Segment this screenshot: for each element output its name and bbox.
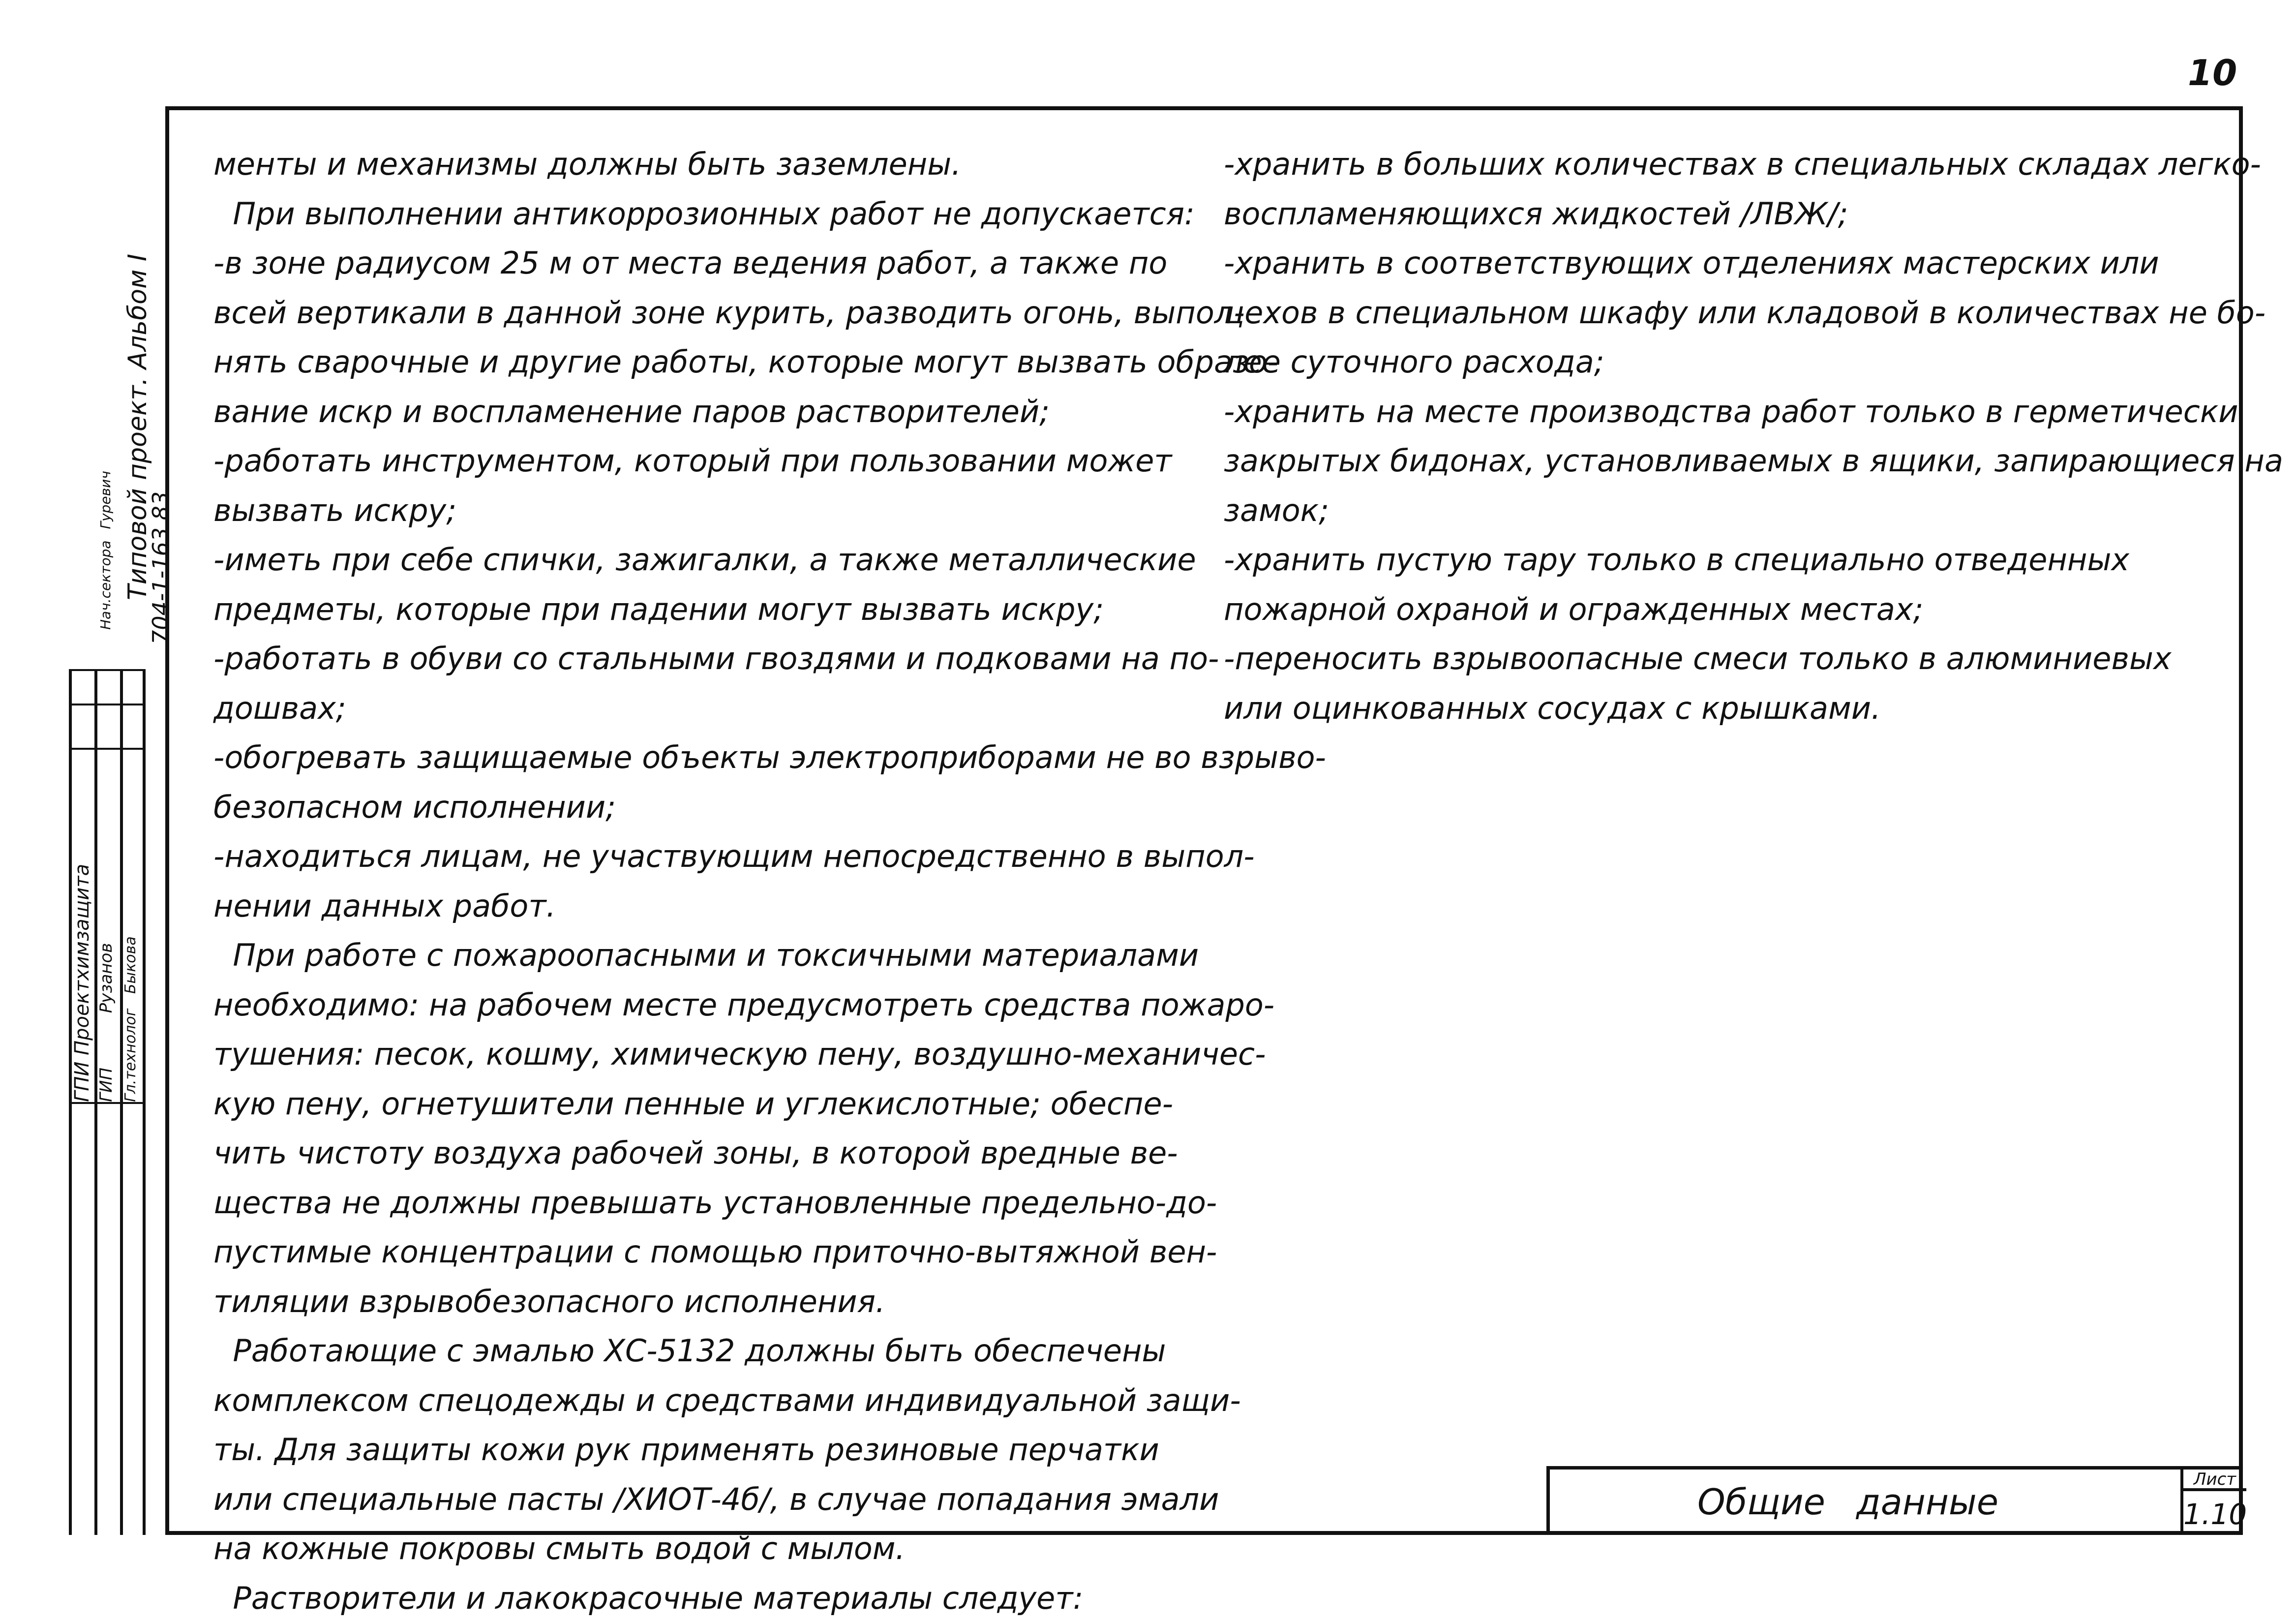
text-line: -хранить в соответствующих отделениях мастерских или	[1224, 239, 2217, 288]
sheet-box	[2180, 1470, 2246, 1535]
text-line: менты и механизмы должны быть заземлены.	[213, 140, 1187, 189]
text-line: вызвать искру;	[213, 486, 1187, 536]
text-line: Работающие с эмалью ХС-5132 должны быть обеспечены	[213, 1326, 1187, 1376]
text-line: -хранить в больших количествах в специальных складах легко-	[1224, 140, 2217, 189]
text-line: комплексом спецодежды и средствами индивидуальной защи-	[213, 1376, 1187, 1426]
stamp-role: ГИП	[96, 1068, 116, 1102]
text-line: всей вертикали в данной зоне курить, разводить огонь, выпол-	[213, 288, 1187, 338]
text-line: предметы, которые при падении могут вызвать искру;	[213, 585, 1187, 635]
stamp-name: Рузанов	[96, 943, 116, 1013]
text-line: -работать в обуви со стальными гвоздями и подковами на по-	[213, 634, 1187, 684]
stamp-row-3	[97, 471, 114, 630]
text-line: вание искр и воспламенение паров растворителей;	[213, 387, 1187, 437]
stamp-border	[69, 704, 143, 705]
text-column-left	[213, 140, 1187, 1623]
stamp-name: Быкова	[122, 936, 139, 994]
stamp-border	[69, 669, 143, 671]
sheet-label: Лист	[2183, 1470, 2246, 1491]
stamp-row-2	[122, 936, 139, 1102]
project-code: 704-1-163.83	[148, 491, 174, 644]
text-line: цехов в специальном шкафу или кладовой в количествах не бо-	[1224, 288, 2217, 338]
text-line: нении данных работ.	[213, 882, 1187, 931]
text-line: -иметь при себе спички, зажигалки, а также металлические	[213, 535, 1187, 585]
text-line: -в зоне радиусом 25 м от места ведения работ, а также по	[213, 239, 1187, 288]
text-line: -хранить на месте производства работ только в герметически	[1224, 387, 2217, 437]
text-column-right	[1224, 140, 2217, 733]
text-line: нять сварочные и другие работы, которые могут вызвать образо-	[213, 337, 1187, 387]
stamp-role: Гл.технолог	[122, 1009, 139, 1102]
page-number: 10	[2188, 52, 2237, 93]
text-line: дошвах;	[213, 684, 1187, 734]
side-stamp	[69, 669, 172, 1535]
title-block	[1546, 1466, 2243, 1535]
text-line: -находиться лицам, не участвующим непосредственно в выпол-	[213, 832, 1187, 882]
text-line: чить чистоту воздуха рабочей зоны, в которой вредные ве-	[213, 1129, 1187, 1178]
text-line: -хранить пустую тару только в специально отведенных	[1224, 535, 2217, 585]
text-line: ты. Для защиты кожи рук применять резиновые перчатки	[213, 1425, 1187, 1475]
text-line: лее суточного расхода;	[1224, 337, 2217, 387]
text-line: -обогревать защищаемые объекты электроприборами не во взрыво-	[213, 733, 1187, 783]
text-line: При выполнении антикоррозионных работ не допускается:	[213, 189, 1187, 239]
text-line: безопасном исполнении;	[213, 783, 1187, 832]
text-line: щества не должны превышать установленные предельно-до-	[213, 1178, 1187, 1228]
text-line: или оцинкованных сосудах с крышками.	[1224, 684, 2217, 734]
text-line: воспламеняющихся жидкостей /ЛВЖ/;	[1224, 189, 2217, 239]
text-line: на кожные покровы смыть водой с мылом.	[213, 1524, 1187, 1574]
stamp-border	[69, 748, 143, 750]
text-line: закрытых бидонах, установливаемых в ящики, запирающиеся на	[1224, 436, 2217, 486]
text-line: тиляции взрывобезопасного исполнения.	[213, 1277, 1187, 1327]
text-line: тушения: песок, кошму, химическую пену, воздушно-механичес-	[213, 1030, 1187, 1079]
text-line: Растворители и лакокрасочные материалы следует:	[213, 1574, 1187, 1623]
stamp-border	[143, 669, 146, 1535]
sheet-number: 1.10	[2183, 1493, 2246, 1534]
text-line: -работать инструментом, который при пользовании может	[213, 436, 1187, 486]
text-line: или специальные пасты /ХИОТ-4б/, в случае попадания эмали	[213, 1475, 1187, 1525]
title-block-title: Общие данные	[1697, 1481, 1998, 1523]
text-line: необходимо: на рабочем месте предусмотреть средства пожаро-	[213, 980, 1187, 1030]
stamp-role: Нач.сектора	[97, 540, 114, 630]
text-line: кую пену, огнетушители пенные и углекислотные; обеспе-	[213, 1079, 1187, 1129]
text-line: пустимые концентрации с помощью приточно-вытяжной вен-	[213, 1227, 1187, 1277]
stamp-name: Гуревич	[97, 471, 114, 529]
text-line: -переносить взрывоопасные смеси только в алюминиевых	[1224, 634, 2217, 684]
text-line: замок;	[1224, 486, 2217, 536]
text-line: При работе с пожароопасными и токсичными материалами	[213, 931, 1187, 980]
stamp-org: ГПИ Проектхимзащита	[71, 864, 93, 1102]
stamp-border	[69, 1102, 143, 1104]
stamp-row-1	[96, 943, 116, 1102]
text-line: пожарной охраной и огражденных местах;	[1224, 585, 2217, 635]
project-title: Типовой проект. Альбом I	[123, 254, 152, 600]
